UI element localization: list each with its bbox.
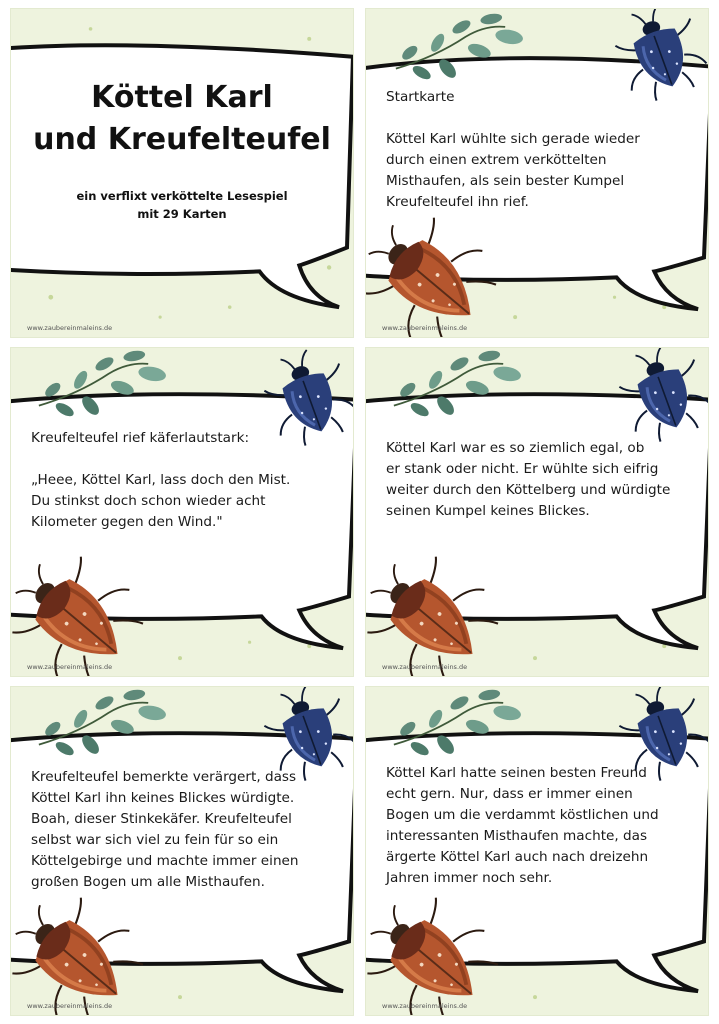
card-text: Köttel Karl wühlte sich gerade wieder durch einen extrem verköttelten Misthaufen, als sein bester Kumpel Kreufelteufel ihn rief. bbox=[386, 131, 640, 210]
page-subtitle: ein verflixt verköttelte Lesespiel mit 29 Karten bbox=[76, 189, 288, 221]
website-footer: www.zaubereinmaleins.de bbox=[382, 324, 468, 332]
card-text: Kreufelteufel rief käferlautstark: „Heee, Köttel Karl, lass doch den Mist. Du stinkst doch schon wieder acht Kilometer gegen den Wind." bbox=[31, 430, 291, 530]
website-footer: www.zaubereinmaleins.de bbox=[382, 1002, 468, 1010]
story-card-5 bbox=[365, 686, 709, 1016]
website-footer: www.zaubereinmaleins.de bbox=[27, 324, 113, 332]
card-text: Köttel Karl hatte seinen besten Freund echt gern. Nur, dass er immer einen Bogen um die verdammt köstlichen und interessanten Misthaufen machte, das ärgerte Köttel Karl auch nach dreizehn Jahren immer noch sehr. bbox=[386, 765, 659, 886]
card-label: Startkarte bbox=[386, 89, 455, 105]
card-text: Köttel Karl war es so ziemlich egal, ob er stank oder nicht. Er wühlte sich eifrig weiter durch den Köttelberg und würdigte seinen Kumpel keines Blickes. bbox=[386, 440, 671, 519]
story-card-1 bbox=[365, 8, 709, 338]
website-footer: www.zaubereinmaleins.de bbox=[27, 663, 113, 671]
card-text: Kreufelteufel bemerkte verärgert, dass Köttel Karl ihn keines Blickes würdigte. Boah, dieser Stinkekäfer. Kreufelteufel selbst war sich viel zu fein für so ein Köttelgebirge und machte immer einen großen Bogen um alle Misthaufen. bbox=[31, 769, 299, 890]
page-title: Köttel Karl und Kreufelteufel bbox=[33, 80, 331, 157]
title-card bbox=[10, 8, 354, 338]
website-footer: www.zaubereinmaleins.de bbox=[382, 663, 468, 671]
speech-bubble-art bbox=[11, 9, 353, 337]
story-card-4 bbox=[10, 686, 354, 1016]
story-card-2 bbox=[10, 347, 354, 677]
website-footer: www.zaubereinmaleins.de bbox=[27, 1002, 113, 1010]
story-card-3 bbox=[365, 347, 709, 677]
